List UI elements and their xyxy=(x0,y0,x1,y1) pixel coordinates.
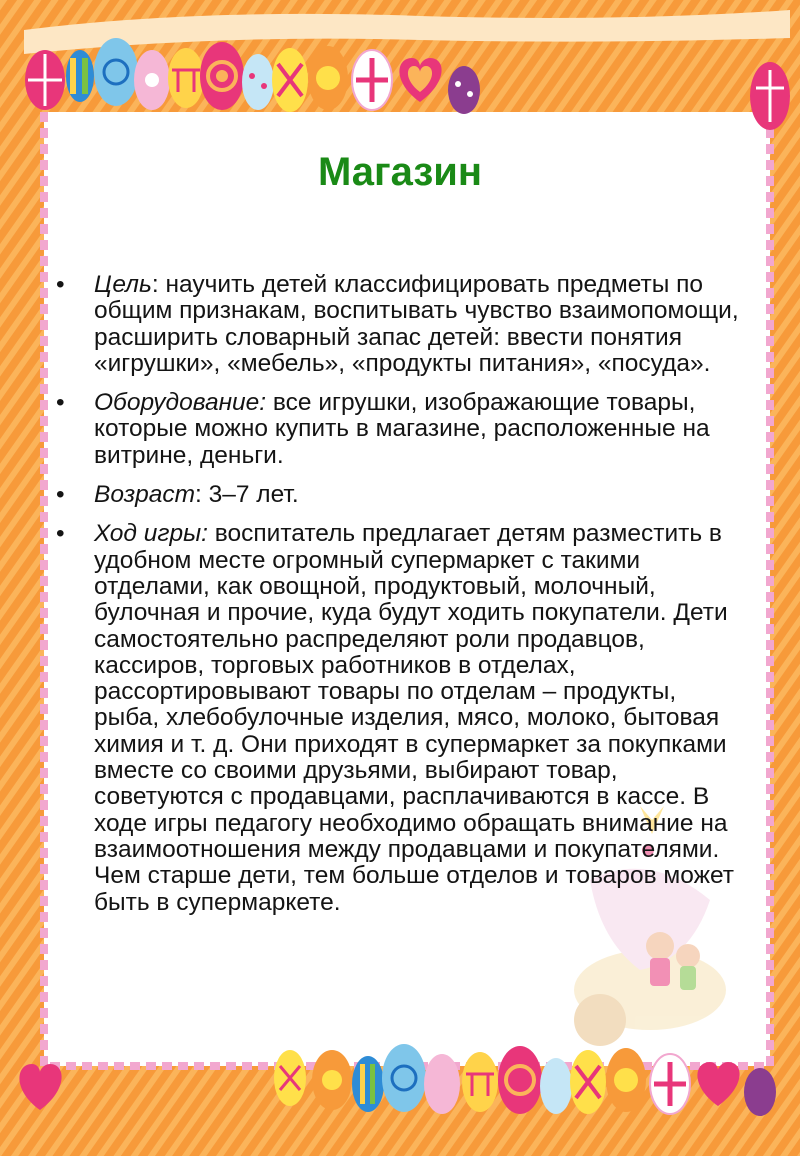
easter-egg-icon xyxy=(448,66,480,114)
list-item-equipment xyxy=(56,390,746,469)
item-label: Возраст xyxy=(94,481,195,509)
bullet: • xyxy=(56,389,65,417)
list-item-game-flow xyxy=(56,521,746,915)
list-item-goal xyxy=(56,272,746,377)
easter-egg-icon xyxy=(650,1054,690,1114)
easter-egg-icon xyxy=(94,38,138,106)
item-text: воспитатель предлагает детям разместить в удобном месте огромный супермаркет с такими отделами, как овощной, продуктовый, молочный, булочная и прочие, куда будут ходить покупатели. Дети самостоятельно распределяют роли продавцов, кассиров, торговых работников в отделах, рассортировывают товары по отделам – продукты, рыба, хлебобулочные изделия, мясо, молоко, бытовая химия и т. д. Они приходят в супермаркет за покупками вместе со своими друзьями, выбирают товар, советуются с продавцами, расплачиваются в кассе. В ходе игры педагогу необходимо обращать внимание на взаимоотношения между продавцами и покупателями. Чем старше дети, тем больше отделов и товаров может быть в супермаркете. xyxy=(94,520,735,916)
item-label: Цель xyxy=(94,271,152,298)
bullet: • xyxy=(56,271,65,298)
easter-egg-icon xyxy=(606,1048,646,1112)
easter-egg-icon xyxy=(242,54,274,110)
easter-egg-icon xyxy=(382,1044,426,1112)
easter-egg-icon xyxy=(66,50,94,102)
easter-egg-icon xyxy=(570,1050,606,1114)
item-label-sep: : xyxy=(195,481,202,509)
easter-egg-icon xyxy=(352,50,392,110)
easter-egg-icon xyxy=(750,62,790,130)
item-text: 3–7 лет. xyxy=(201,481,299,509)
easter-egg-icon xyxy=(200,42,244,110)
easter-egg-icon xyxy=(312,1050,352,1110)
item-text: все игрушки, изображающие товары, которые можно купить в магазине, расположенные на витрине, деньги. xyxy=(94,389,710,469)
item-label: Оборудование: xyxy=(94,389,267,417)
easter-egg-icon xyxy=(540,1058,572,1114)
easter-egg-icon xyxy=(134,50,170,110)
list-item-age xyxy=(56,482,746,508)
easter-egg-icon xyxy=(25,50,65,110)
page-title: Магазин xyxy=(317,150,483,194)
item-label-sep: : xyxy=(151,271,159,298)
easter-egg-icon xyxy=(462,1052,498,1112)
bullet: • xyxy=(56,481,65,509)
item-text: научить детей классифицировать предметы по общим признакам, воспитывать чувство взаимопомощи, расширить словарный запас детей: ввести понятия «игрушки», «мебель», «продукты питания», «посуда». xyxy=(94,271,739,377)
bullet: • xyxy=(56,520,65,548)
easter-egg-icon xyxy=(498,1046,542,1114)
easter-egg-icon xyxy=(274,1050,306,1106)
easter-egg-icon xyxy=(424,1054,460,1114)
easter-egg-icon xyxy=(744,1068,776,1116)
easter-egg-icon xyxy=(272,48,308,112)
easter-egg-icon xyxy=(168,48,204,108)
info-list xyxy=(56,272,746,929)
easter-egg-icon xyxy=(308,46,348,110)
item-label: Ход игры: xyxy=(94,520,208,548)
easter-egg-icon xyxy=(352,1056,384,1112)
